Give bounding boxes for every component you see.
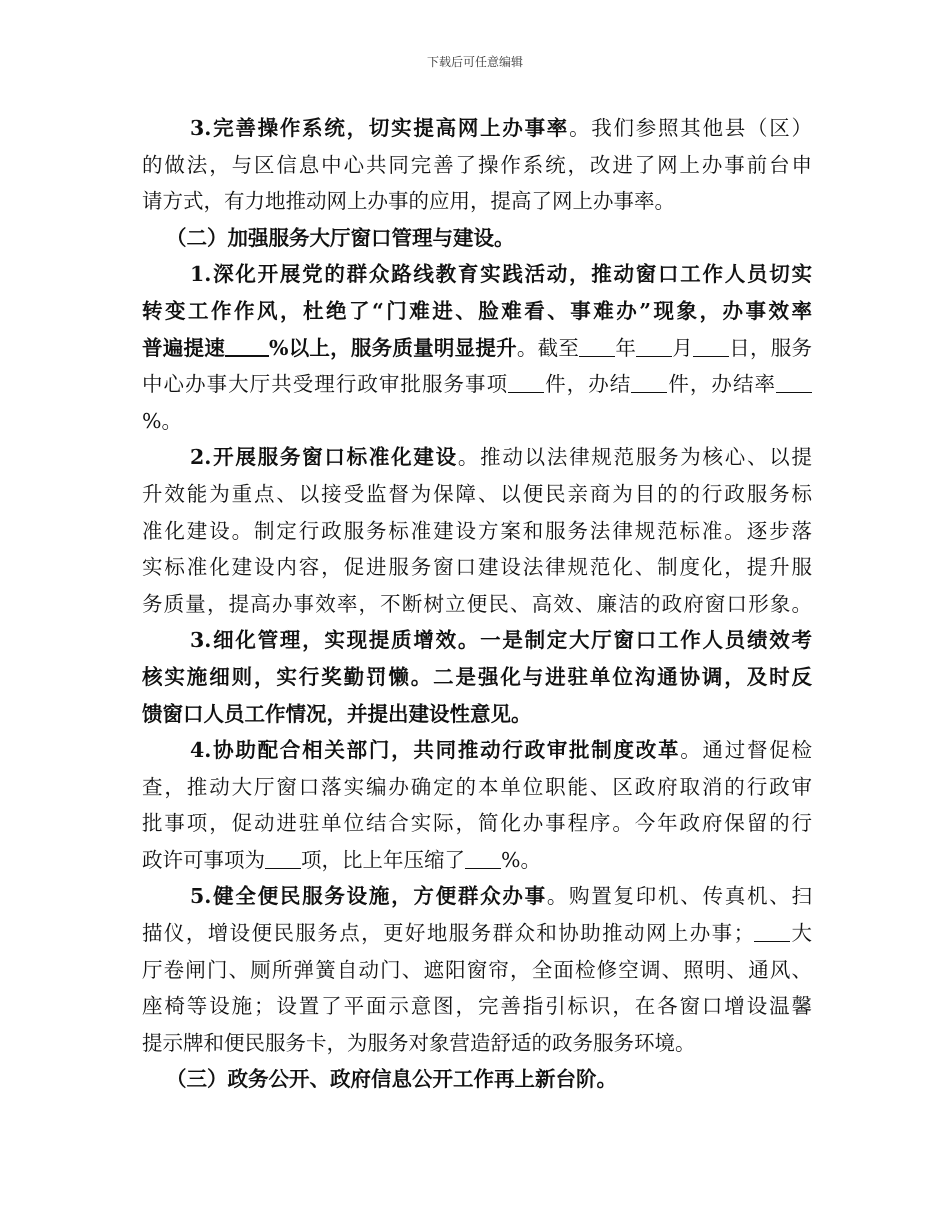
paragraph-line: 馈窗口人员工作情况，并提出建设性意见。 [142,701,532,726]
section-heading: （二）加强服务大厅窗口管理与建设。 [166,225,515,250]
body-text: %。 [501,847,541,872]
paragraph-line [142,330,812,367]
body-text: 政许可事项为 [142,847,265,872]
fill-blank [776,372,812,393]
paragraph-line: 核实施细则，实行奖勤罚懒。二是强化与进驻单位沟通协调，及时反 [142,664,812,689]
paragraph-line [142,878,812,915]
body-text: 大 [790,921,813,946]
bold-text: 普遍提速 [142,335,225,360]
fill-blank [508,372,544,393]
body-text: 。推动以法律规范服务为核心、以提 [457,445,813,470]
body-text: 年 [615,335,637,360]
paragraph-line [142,366,812,403]
paragraph-line: 务质量，提高办事效率，不断树立便民、高效、廉洁的政府窗口形象。 [142,591,812,616]
fill-blank [693,336,729,357]
paragraph-line: 座椅等设施；设置了平面示意图，完善指引标识，在各窗口增设温馨 [142,994,812,1019]
paragraph-line [142,439,812,476]
paragraph-line [142,915,812,952]
fill-blank [265,848,301,869]
paragraph-line: 厅卷闸门、厕所弹簧自动门、遮阳窗帘，全面检修空调、照明、通风、 [142,957,812,982]
paragraph-line: 3.细化管理，实现提质增效。一是制定大厅窗口工作人员绩效考 [190,628,812,653]
paragraph-line: 准化建设。制定行政服务标准建设方案和服务法律规范标准。逐步落 [142,518,812,543]
paragraph-line [142,842,812,879]
page-header: 下载后可任意编辑 [426,55,523,69]
paragraph-line: 批事项，促动进驻单位结合实际，简化办事程序。今年政府保留的行 [142,811,812,836]
paragraph-line: 提示牌和便民服务卡，为服务对象营造舒适的政务服务环境。 [142,1030,696,1055]
fill-blank [225,335,269,357]
fill-blank [754,921,790,942]
section-heading: （三）政务公开、政府信息公开工作再上新台阶。 [166,1067,617,1092]
body-text: 。购置复印机、传真机、扫 [546,884,812,909]
body-text: 件，办结率 [667,372,777,397]
body-text: 日，服务 [729,335,813,360]
paragraph-line: 实标准化建设内容，促进服务窗口建设法律规范化、制度化，提升服 [142,555,812,580]
item-heading: 4.协助配合相关部门，共同推动行政审批制度改革 [190,738,681,763]
paragraph-line [142,732,812,769]
body-text: 件，办结 [544,372,632,397]
document-body [142,110,812,1098]
item-heading: 2.开展服务窗口标准化建设 [190,445,458,470]
paragraph-line: 升效能为重点、以接受监督为保障、以便民亲商为目的的行政服务标 [142,481,812,506]
paragraph-line: 查，推动大厅窗口落实编办确定的本单位职能、区政府取消的行政审 [142,774,812,799]
item-heading: 5.健全便民服务设施，方便群众办事 [190,884,547,909]
fill-blank [636,336,672,357]
item-heading: 3.完善操作系统，切实提高网上办事率 [190,116,570,140]
body-text: 。我们参照其他县（区） [569,116,813,140]
body-text: 。通过督促检 [680,738,813,763]
body-text: 。截至 [516,335,580,360]
fill-blank [465,848,501,869]
paragraph-line [142,110,812,147]
paragraph-line: 的做法，与区信息中心共同完善了操作系统，改进了网上办事前台申 [142,152,812,177]
body-text: 项，比上年压缩了 [301,847,465,872]
paragraph-line: %。 [142,408,182,433]
bold-text: %以上，服务质量明显提升 [268,335,517,360]
body-text: 中心办事大厅共受理行政审批服务事项 [142,372,509,397]
body-text: 描仪，增设便民服务点，更好地服务群众和协助推动网上办事； [142,921,755,946]
paragraph-line: 请方式，有力地推动网上办事的应用，提高了网上办事率。 [142,189,675,214]
paragraph-line: 转变工作作风，杜绝了“门难进、脸难看、事难办”现象，办事效率 [142,298,812,323]
fill-blank [579,336,615,357]
paragraph-line: 1.深化开展党的群众路线教育实践活动，推动窗口工作人员切实 [190,262,812,287]
fill-blank [631,372,667,393]
body-text: 月 [672,335,694,360]
